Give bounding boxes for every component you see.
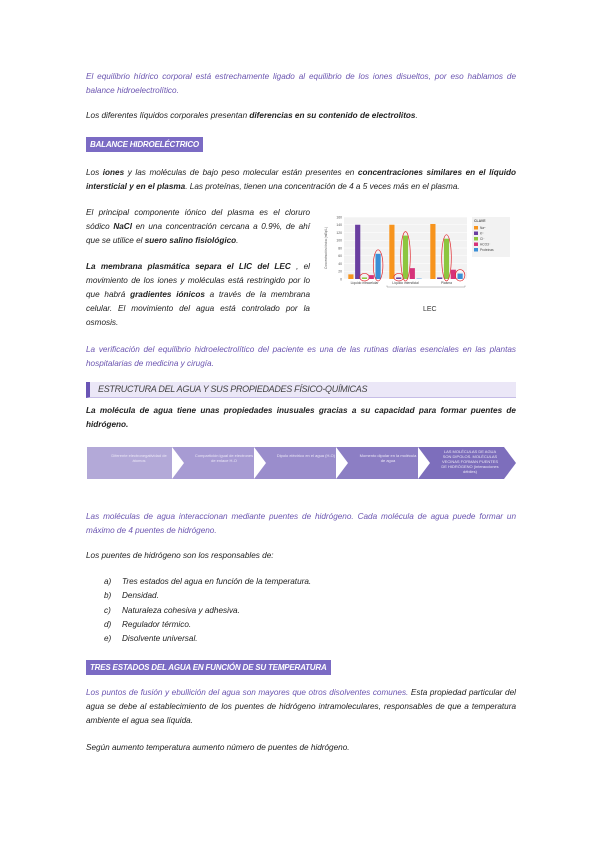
y-axis-label: Concentración iónica (mEq/L) <box>324 227 328 269</box>
text: Los diferentes líquidos corporales presentan <box>86 111 250 120</box>
water-structure-header <box>86 382 516 398</box>
list-text: Densidad. <box>122 591 159 601</box>
water-paragraph-2: Las moléculas de agua interaccionan mediante puentes de hidrógeno. Cada molécula de agua puede formar un máximo de 4 puentes de hidrógeno. <box>86 512 516 535</box>
verification-paragraph: La verificación del equilibrio hidroelectrolítico del paciente es una de las rutinas diarias esenciales en las plantas hospitalarias de medicina y cirugía. <box>86 345 516 368</box>
list-marker: c) <box>104 605 111 615</box>
text: . <box>415 111 418 120</box>
process-step-text: LAS MOLÉCULAS DE AGUA SON DIPOLOS. MOLÉCULAS VECINAS FORMAN PUENTES DE HIDRÓGENO (interacciones débiles) <box>441 449 499 474</box>
list-item <box>104 575 311 589</box>
ion-concentration-chart <box>322 211 512 295</box>
legend-swatch <box>474 237 478 241</box>
list-marker: b) <box>104 591 112 601</box>
process-step-text: Compartición igual de electrones de enlace H-O <box>194 453 254 463</box>
y-tick-label: 160 <box>336 215 342 220</box>
chart-bar <box>437 277 442 279</box>
bold-text: concentraciones similares en el líquido intersticial y en el plasma <box>86 168 516 191</box>
y-tick-label: 40 <box>338 261 342 266</box>
y-tick-label: 140 <box>336 223 342 228</box>
purple-text: Los puntos de fusión y ebullición del agua son mayores que otros disolventes comunes. <box>86 688 409 697</box>
process-step-text: Momento dipolar en la molécula de agua <box>359 453 417 463</box>
legend-swatch <box>474 248 478 252</box>
balance-paragraph-2 <box>86 206 310 248</box>
x-tick-label: Líquido intersticial <box>392 281 419 285</box>
water-paragraph-3: Los puentes de hidrógeno son los responsables de: <box>86 551 274 560</box>
balance-paragraph-1 <box>86 166 516 194</box>
legend-label: Na⁺ <box>480 226 486 230</box>
list-item <box>104 618 311 632</box>
states-paragraph-1 <box>86 686 516 728</box>
water-paragraph-1: La molécula de agua tiene unas propiedades inusuales gracias a su capacidad para formar puentes de hidrógeno. <box>86 406 516 429</box>
bold-text: iones <box>102 168 125 177</box>
legend-swatch <box>474 232 478 236</box>
process-step <box>87 447 185 479</box>
states-header: TRES ESTADOS DEL AGUA EN FUNCIÓN DE SU TEMPERATURA <box>86 660 331 675</box>
legend-label: K⁺ <box>480 231 484 236</box>
y-tick-label: 0 <box>340 277 342 282</box>
legend-label: Proteínas <box>480 248 494 252</box>
legend-label: Cl⁻ <box>480 237 485 241</box>
list-item <box>104 632 311 646</box>
chart-bar <box>396 277 401 279</box>
legend-label: HCO3⁻ <box>480 242 491 247</box>
text: a través de la membrana celular. El movimiento del agua está controlado por la osmosis. <box>86 290 311 327</box>
legend-swatch <box>474 226 478 230</box>
list-text: Tres estados del agua en función de la temperatura. <box>122 577 312 586</box>
list-item <box>104 604 311 618</box>
text: Esta propiedad particular del agua se debe al establecimiento de los puentes de hidrógeno intramoleculares, responsables de que a temperatura ambiente el agua sea líquida. <box>86 688 516 725</box>
y-tick-label: 100 <box>336 238 342 243</box>
properties-list <box>104 575 311 646</box>
text: Los <box>86 168 103 177</box>
list-text: Regulador térmico. <box>122 619 192 629</box>
electrolytes-paragraph <box>86 109 516 123</box>
bold-text: diferencias en su contenido de electrolitos <box>249 111 416 120</box>
chart-bar <box>369 275 374 279</box>
states-paragraph-2: Según aumento temperatura aumento número de puentes de hidrógeno. <box>86 743 350 752</box>
chart-bar <box>389 225 394 279</box>
chart-bar <box>410 268 415 279</box>
balance-header: BALANCE HIDROELÉCTRICO <box>86 137 203 152</box>
chart-bar <box>362 277 367 279</box>
chart-bar <box>458 274 463 279</box>
legend-title: CLAVE <box>474 219 486 223</box>
intro-paragraph: El equilibrio hídrico corporal está estrechamente ligado al equilibrio de los iones disueltos, por eso hablamos de balance hidroelectrolítico. <box>86 72 516 95</box>
list-marker: e) <box>104 634 112 644</box>
bold-text: gradientes iónicos <box>130 290 205 299</box>
legend-swatch <box>474 243 478 247</box>
y-tick-label: 60 <box>338 254 342 259</box>
bold-text: La membrana plasmática separa el LIC del LEC <box>86 262 291 271</box>
chart-bar <box>430 224 435 279</box>
y-tick-label: 80 <box>338 246 342 251</box>
process-step <box>418 447 516 479</box>
lec-label: LEC <box>423 306 437 313</box>
balance-paragraph-3 <box>86 260 310 330</box>
chart-bar <box>348 274 353 279</box>
x-tick-label: Líquido intracelular <box>350 281 379 285</box>
bold-text: NaCl <box>113 222 132 231</box>
y-tick-label: 20 <box>338 269 342 274</box>
header-text: ESTRUCTURA DEL AGUA Y SUS PROPIEDADES FÍSICO-QUÍMICAS <box>98 384 368 394</box>
list-item <box>104 589 311 603</box>
list-marker: d) <box>104 619 112 629</box>
process-step-text: Diferente electronegatividad de átomos <box>111 453 167 463</box>
x-tick-label: Plasma <box>441 281 452 285</box>
text: . <box>236 236 239 245</box>
chart-bar <box>376 254 381 279</box>
y-tick-label: 120 <box>336 230 342 235</box>
chart-bar <box>355 225 360 279</box>
bold-text: suero salino fisiológico <box>144 236 237 245</box>
chart-bar <box>403 236 408 279</box>
text: El principal componente iónico del plasma es el cloruro sódico <box>86 208 310 231</box>
process-step-text: Dipolo eléctrico en el agua (H-O) <box>276 453 336 458</box>
text: y las moléculas de bajo peso molecular están presentes en <box>124 168 358 177</box>
list-text: Disolvente universal. <box>122 634 198 644</box>
text: en una concentración cercana a 0.9%, de ahí que se utilice el <box>86 222 310 245</box>
text: . Las proteínas, tienen una concentración de 4 a 5 veces más en el plasma. <box>185 182 460 191</box>
list-marker: a) <box>104 577 112 586</box>
chart-bar <box>444 239 449 279</box>
list-text: Naturaleza cohesiva y adhesiva. <box>122 605 240 615</box>
text: , el movimiento de los iones y moléculas está restringido por lo que habrá <box>86 262 310 299</box>
